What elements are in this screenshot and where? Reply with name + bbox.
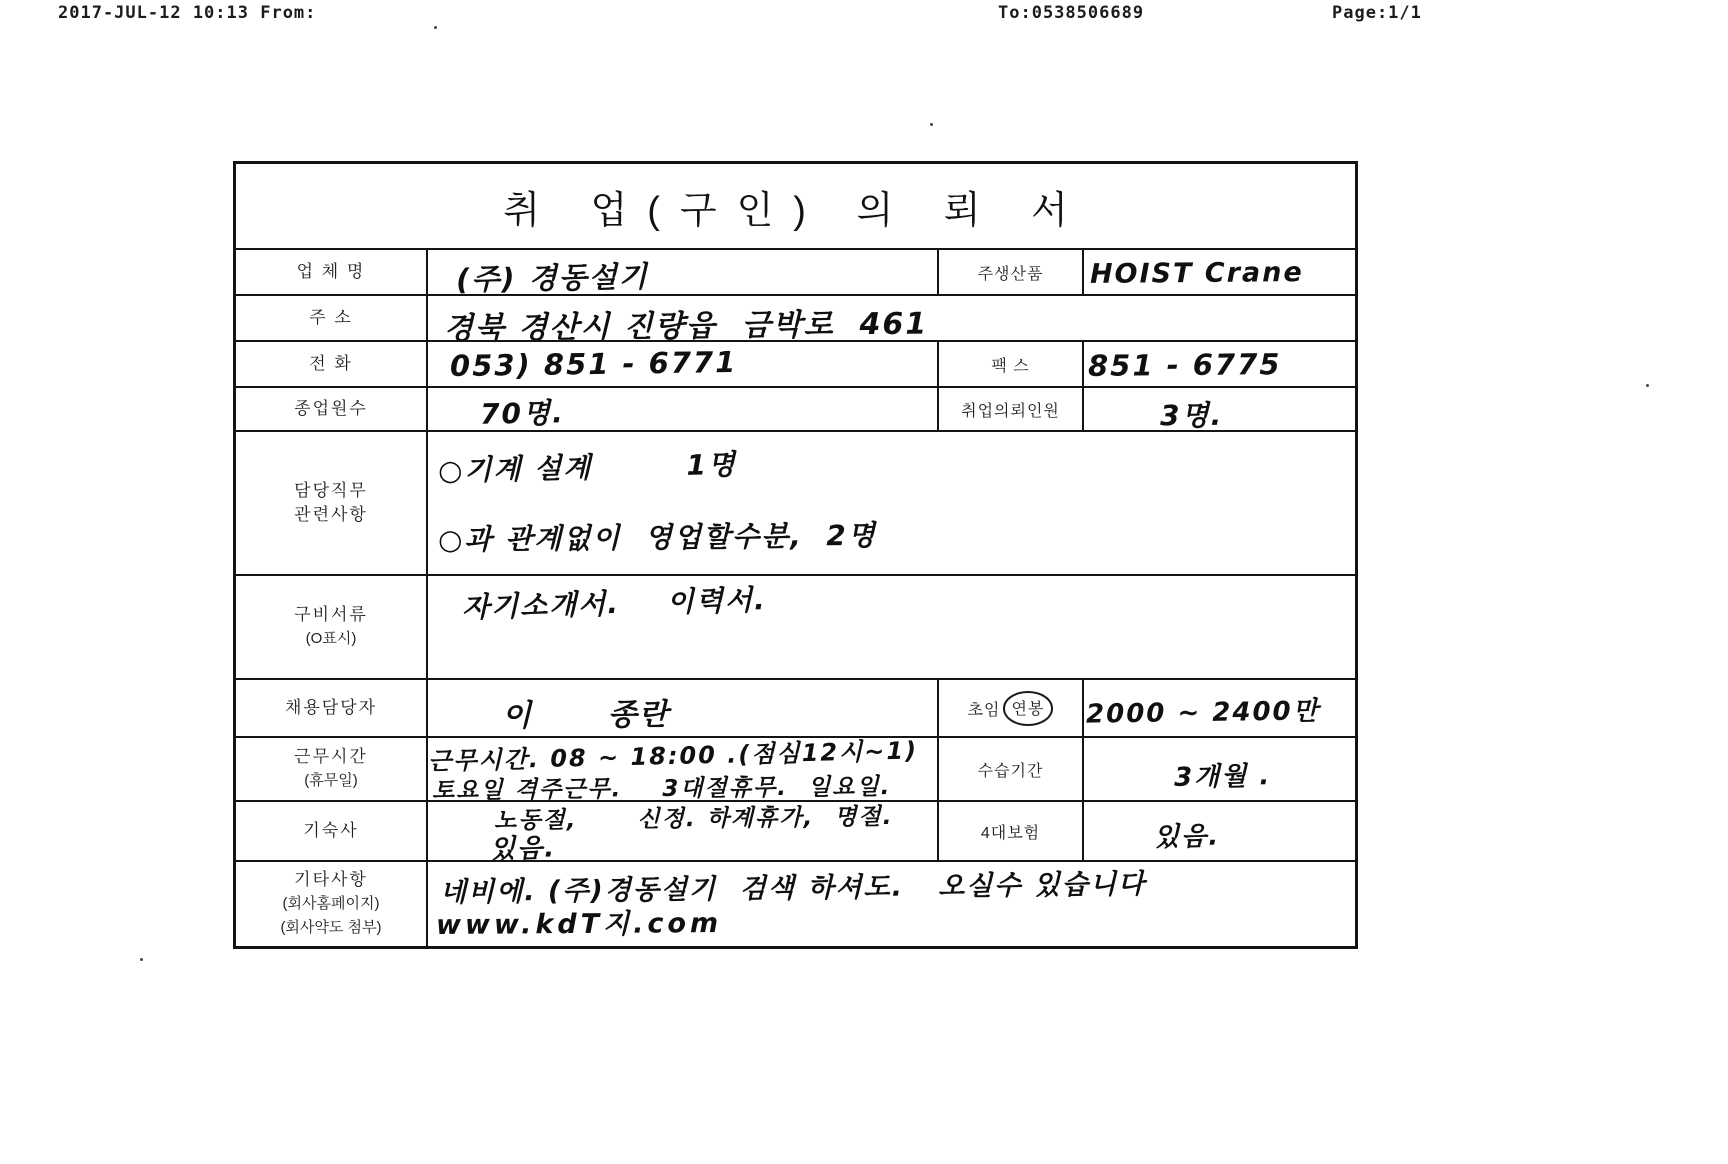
documents-value (428, 576, 1355, 678)
working-hours-handwriting-line1: 근무시간. 08 ~ 18:00 .(점심12시~1) (427, 736, 919, 776)
insurance-label: 4대보험 (937, 802, 1082, 860)
working-hours-value (427, 736, 937, 835)
company-row (236, 248, 1355, 297)
duties-handwriting-line2: ○과 관계없이 영업할수분, 2명 (437, 518, 878, 557)
documents-label-line2: (O표시) (305, 630, 357, 647)
working-hours-handwriting-line3: 노동절, 신정. 하계휴가, 명절. (493, 803, 894, 835)
working-hours-label (236, 738, 428, 800)
probation-handwriting: 3개월 . (1173, 761, 1272, 793)
request-count-label: 취업의뢰인원 (937, 388, 1082, 430)
other-info-value (428, 862, 1355, 946)
dormitory-label: 기숙사 (236, 802, 428, 860)
documents-row (236, 574, 1355, 678)
fax-datetime-from: 2017-JUL-12 10:13 From: (58, 3, 317, 23)
main-product-value (1082, 250, 1355, 294)
other-info-label-line1: 기타사항 (294, 870, 368, 889)
request-count-value (1082, 388, 1355, 433)
company-name-label: 업 체 명 (236, 250, 428, 294)
duties-label-line2: 관련사항 (294, 505, 368, 524)
other-info-handwriting-line1: 네비에. (주)경동설기 검색 하셔도. 오실수 있습니다 (439, 868, 1147, 909)
form-title-row (236, 164, 1355, 248)
scan-artifact (1646, 384, 1649, 387)
form-title: 취 업(구인) 의 뢰 서 (503, 189, 1088, 232)
main-product-label: 주생산품 (937, 250, 1082, 294)
employees-row (236, 386, 1355, 433)
other-info-label (236, 862, 428, 946)
fax-label: 팩 스 (937, 342, 1082, 386)
starting-salary-value (1082, 680, 1355, 736)
duties-value (428, 432, 1355, 574)
fax-to-number: To:0538506689 (998, 3, 1145, 23)
company-homepage-url: www.kdT지.com (435, 908, 723, 941)
phone-label: 전 화 (236, 342, 428, 386)
working-hours-label-line2: (휴무일) (304, 772, 358, 789)
address-value (428, 296, 1355, 347)
fax-value (1082, 342, 1355, 386)
salary-circle-annotation: 연봉 (1003, 691, 1054, 726)
insurance-handwriting: 있음. (1153, 821, 1221, 853)
main-product-handwriting: HOIST Crane (1089, 257, 1304, 290)
phone-handwriting: 053) 851 - 6771 (449, 344, 738, 384)
request-count-handwriting: 3명. (1159, 398, 1224, 433)
working-hours-label-line1: 근무시간 (294, 747, 368, 766)
company-name-value (428, 250, 937, 297)
recruiter-label: 채용담당자 (236, 680, 428, 736)
other-info-label-line3: (회사약도 첨부) (280, 919, 382, 936)
starting-salary-handwriting: 2000 ~ 2400만 (1085, 696, 1320, 730)
starting-salary-label-prefix: 초임 (967, 701, 1001, 719)
scan-artifact (930, 123, 933, 126)
fax-handwriting: 851 - 6775 (1087, 347, 1282, 383)
duties-label (236, 432, 428, 574)
probation-value (1082, 738, 1355, 800)
employment-request-form (233, 161, 1358, 949)
documents-handwriting: 자기소개서. 이력서. (461, 583, 768, 624)
working-hours-handwriting-line2: 토요일 격주근무. 3대절휴무. 일요일. (431, 773, 892, 805)
recruiter-row (236, 678, 1355, 736)
employee-count-handwriting: 70명. (479, 396, 565, 431)
address-row (236, 294, 1355, 347)
duties-row (236, 430, 1355, 574)
starting-salary-label (937, 680, 1082, 736)
phone-row (236, 340, 1355, 386)
recruiter-handwriting: 이 종란 (501, 697, 670, 734)
documents-label-line1: 구비서류 (294, 605, 368, 624)
scan-artifact (434, 26, 437, 29)
duties-label-line1: 담당직무 (294, 481, 368, 500)
other-info-label-line2: (회사홈페이지) (282, 895, 380, 912)
address-label: 주 소 (236, 296, 428, 340)
phone-value (428, 342, 937, 386)
insurance-value (1082, 802, 1355, 860)
employee-count-label: 종업원수 (236, 388, 428, 430)
documents-label (236, 576, 428, 678)
dormitory-handwriting: 있음. (489, 833, 557, 865)
recruiter-value (428, 680, 937, 736)
address-handwriting: 경북 경산시 진량읍 금박로 461 (443, 306, 929, 347)
probation-label: 수습기간 (937, 738, 1082, 800)
company-name-handwriting: (주) 경동설기 (455, 259, 649, 297)
other-info-row (236, 860, 1355, 946)
employee-count-value (428, 388, 937, 430)
fax-page-count: Page:1/1 (1332, 3, 1422, 23)
duties-handwriting-line1: ○기계 설계 1명 (437, 447, 738, 488)
scan-artifact (140, 958, 143, 961)
